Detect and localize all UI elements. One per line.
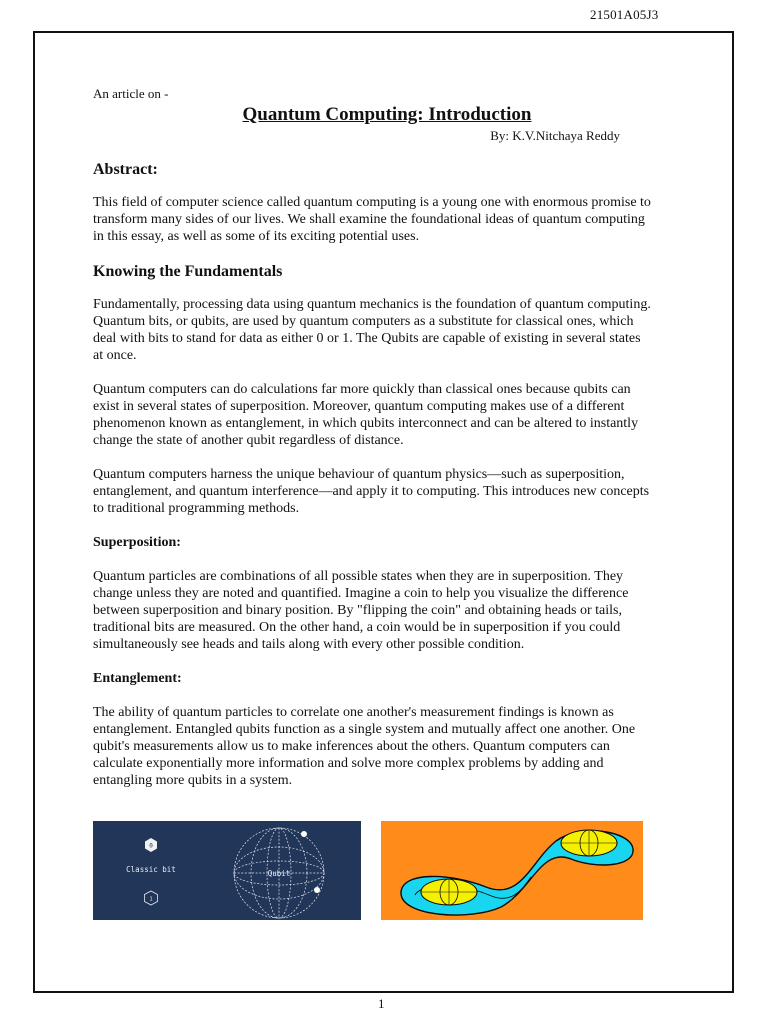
entanglement-illustration [381,821,643,920]
bit-qubit-illustration [93,821,361,920]
article-body [93,84,653,806]
fundamentals-paragraph-2: Quantum computers can do calculations far more quickly than classical ones because qubits can exist in several states of superposition. Moreover, quantum computing makes use of a different phenomenon known as entanglement, in which qubits interconnect and can be altered to instantly change the state of another qubit regardless of distance. [93,382,639,448]
qubit-label: Qubit [267,869,291,878]
entanglement-figure [381,821,643,920]
page-id: 21501A05J3 [590,7,659,22]
classic-bit-vs-qubit-figure [93,821,361,920]
fundamentals-paragraph-1: Fundamentally, processing data using quantum mechanics is the foundation of quantum computing. Quantum bits, or qubits, are used by quantum computers as a substitute for classical ones, which deal with bits to stand for data as either 0 or 1. The Qubits are capable of existing in several states at once. [93,297,651,363]
bit-one-value: 1 [149,896,153,903]
abstract-paragraph: This field of computer science called quantum computing is a young one with enormous promise to transform many sides of our lives. We shall examine the foundational ideas of quantum computing in this essay, as well as some of its exciting potential uses. [93,195,651,244]
classic-bit-label: Classic bit [126,865,176,874]
abstract-heading: Abstract: [93,161,158,178]
article-title: Quantum Computing: Introduction [242,104,532,125]
qubit-state-dot-bottom [314,887,320,893]
fundamentals-heading: Knowing the Fundamentals [93,263,283,280]
bit-zero-value: 0 [149,842,153,850]
page-number: 1 [378,996,385,1011]
fundamentals-paragraph-3: Quantum computers harness the unique behaviour of quantum physics—such as superposition, entanglement, and quantum interference—and apply it to computing. This introduces new concepts to traditional programming methods. [93,467,650,516]
superposition-paragraph: Quantum particles are combinations of all possible states when they are in superposition. They change unless they are noted and quantified. Imagine a coin to help you visualize the difference between superposition and binary position. By "flipping the coin" and obtaining heads or tails, traditional bits are measured. On the other hand, a coin would be in superposition if you could simultaneously see heads and tails along with every other possible condition. [93,569,629,652]
article-byline: By: K.V.Nitchaya Reddy [490,128,620,143]
entanglement-paragraph: The ability of quantum particles to correlate one another's measurement findings is known as entanglement. Entangled qubits function as a single system and mutually affect one another. One qubit's measurements allow us to make inferences about the others. Quantum computers can calculate exponentially more information and solve more complex problems by adding and entangling more qubits in a system. [93,705,636,788]
figure-row [93,821,643,920]
article-intro: An article on - [93,86,169,101]
entangled-sphere-left [421,879,477,905]
qubit-state-dot-top [301,831,307,837]
entangled-sphere-right [561,830,617,856]
superposition-heading: Superposition: [93,535,181,550]
entanglement-heading: Entanglement: [93,671,182,686]
